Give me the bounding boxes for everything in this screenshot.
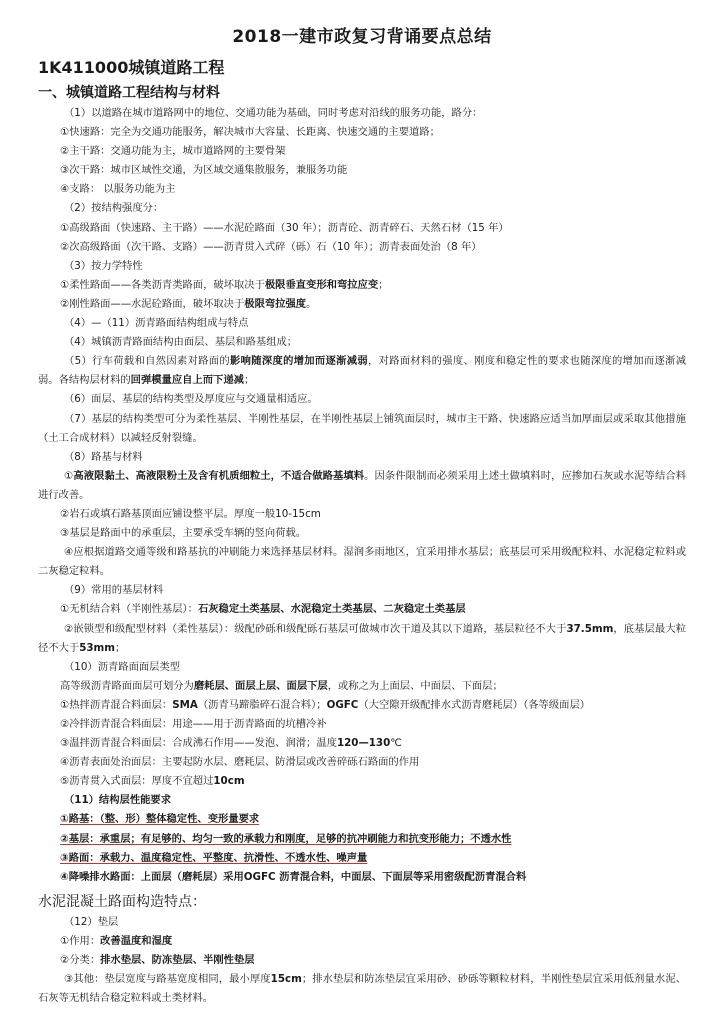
section-heading: 水泥混凝土路面构造特点： bbox=[38, 893, 206, 910]
paragraph: （8）路基与材料 bbox=[64, 450, 143, 463]
paragraph bbox=[38, 620, 686, 658]
bold-text: 37.5mm bbox=[566, 622, 614, 635]
text: ； bbox=[378, 278, 389, 291]
module-title: 1K411000城镇道路工程 bbox=[38, 58, 225, 77]
list-item bbox=[38, 677, 686, 696]
paragraph: （1）以道路在城市道路网中的地位、交通功能为基础，同时考虑对沿线的服务功能，路分： bbox=[64, 107, 483, 119]
list-item bbox=[38, 600, 686, 619]
text: 。因条件限制而必须采用上述土做填料时，应掺加石灰或水泥等结合料进行改善。 bbox=[38, 469, 687, 501]
list-item: ①路基：（整、形）整体稳定性、变形量要求 bbox=[60, 813, 260, 826]
text: 。 bbox=[306, 297, 317, 310]
bold-text: 15cm bbox=[270, 973, 302, 986]
paragraph: （4）城镇沥青路面结构由面层、基层和路基组成； bbox=[64, 336, 298, 349]
list-item: ③次干路：城市区域性交通，为区域交通集散服务，兼服务功能 bbox=[60, 164, 348, 177]
list-item: ①高级路面（快速路、主干路）——水泥砼路面（30 年）；沥青砼、沥青碎石、天然石材（15 年） bbox=[60, 221, 509, 234]
paragraph: （6）面层、基层的结构类型及厚度应与交通量相适应。 bbox=[64, 393, 318, 406]
list-item: ②次高级路面（次干路、支路）——沥青贯入式碎（砾）石（10 年）；沥青表面处治（8 年） bbox=[60, 240, 482, 253]
text: ②刚性路面——水泥砼路面，破坏取决于 bbox=[60, 297, 245, 310]
paragraph bbox=[38, 467, 686, 505]
bold-text: 石灰稳定土类基层、水泥稳定土类基层、二灰稳定土类基层 bbox=[197, 603, 466, 616]
bold-text: 53mm bbox=[79, 641, 115, 654]
text: ①热拌沥青混合料面层： bbox=[60, 698, 173, 711]
text: （5）行车荷载和自然因素对路面的 bbox=[64, 355, 231, 368]
bold-text: 回弹模量应自上而下递减 bbox=[130, 374, 244, 387]
paragraph: （11）结构层性能要求 bbox=[64, 794, 172, 807]
list-item bbox=[38, 932, 686, 951]
list-item bbox=[38, 734, 686, 753]
bold-text: 10cm bbox=[213, 775, 245, 788]
list-item bbox=[38, 772, 686, 791]
text: 高等级沥青路面面层可划分为 bbox=[60, 679, 194, 692]
list-item bbox=[38, 295, 686, 314]
list-item: ②冷拌沥青混合料面层：用途——用于沥青路面的坑槽冷补 bbox=[60, 718, 327, 730]
text: ，或称之为上面层、中面层、下面层； bbox=[327, 679, 503, 692]
text: ②嵌锁型和级配型材料（柔性基层）：级配砂砾和级配砾石基层可做城市次干道及其以下道路，基层粒径不大于 bbox=[64, 622, 567, 635]
bold-text: 改善温度和湿度 bbox=[100, 934, 173, 947]
paragraph: （12）垫层 bbox=[64, 915, 119, 928]
text: ①柔性路面——各类沥青类路面，破坏取决于 bbox=[60, 278, 265, 291]
text: ； bbox=[243, 374, 255, 387]
text: ；排水垫层和防冻垫层宜采用砂、砂砾等颗粒材料，半刚性垫层宜采用低剂量水泥、石灰等无机结合稳定粒料或土类材料。 bbox=[38, 973, 687, 1005]
text: ③温拌沥青混合料面层：合成沸石作用——发泡、润滑；温度 bbox=[60, 737, 337, 750]
paragraph: ④应根据道路交通等级和路基抗的冲刷能力来选择基层材料。湿润多雨地区，宜采用排水基层；底基层可采用级配粒料、水泥稳定粒料或二灰稳定粒料。 bbox=[38, 546, 686, 578]
bold-text: 120—130 bbox=[336, 737, 391, 750]
paragraph: （2）按结构强度分： bbox=[64, 202, 164, 215]
paragraph bbox=[38, 352, 686, 390]
list-item bbox=[38, 951, 686, 970]
text: ℃ bbox=[390, 737, 402, 750]
text: ③其他：垫层宽度与路基宽度相同，最小厚度 bbox=[64, 973, 271, 986]
list-item: ④降噪排水路面：上面层（磨耗层）采用OGFC 沥青混合料，中面层、下面层等采用密级配沥青混合料 bbox=[60, 870, 527, 883]
text: ①无机结合料（半刚性基层）： bbox=[60, 603, 198, 616]
text: ①作用： bbox=[60, 934, 101, 947]
text: ，底基层最大粒径不大于 bbox=[38, 622, 686, 654]
text: ②分类： bbox=[60, 954, 101, 967]
bold-text: SMA bbox=[172, 698, 198, 711]
list-item bbox=[38, 696, 686, 715]
paragraph: （4）—（11）沥青路面结构组成与特点 bbox=[64, 317, 249, 330]
text: ⑤沥青贯入式面层：厚度不宜超过 bbox=[60, 775, 214, 788]
list-item: ②岩石或填石路基顶面应铺设整平层。厚度一般10-15cm bbox=[60, 507, 321, 520]
list-item: ②主干路：交通功能为主，城市道路网的主要骨架 bbox=[60, 145, 286, 158]
doc-title: 2018一建市政复习背诵要点总结 bbox=[232, 27, 492, 47]
text: （沥青马蹄脂碎石混合料）； bbox=[197, 698, 327, 711]
text: ，对路面材料的强度、刚度和稳定性的要求也随深度的增加而逐渐减弱。各结构层材料的 bbox=[38, 355, 686, 387]
paragraph: （3）按力学特性 bbox=[64, 259, 143, 272]
text: ① bbox=[64, 469, 74, 482]
bold-text: 高液限黏土、高液限粉土及含有机质细粒土，不适合做路基填料 bbox=[73, 469, 365, 482]
paragraph: （7）基层的结构类型可分为柔性基层、半刚性基层，在半刚性基层上铺筑面层时，城市主干路、快速路应适当加厚面层或采取其他措施（土工合成材料）以减轻反射裂缝。 bbox=[38, 412, 686, 444]
list-item bbox=[38, 276, 686, 295]
bold-text: OGFC bbox=[326, 698, 359, 711]
list-item: ③基层是路面中的承重层，主要承受车辆的竖向荷载。 bbox=[60, 527, 307, 540]
section-heading: 一、城镇道路工程结构与材料 bbox=[38, 85, 220, 101]
list-item: ②基层：承重层；有足够的、均匀一致的承载力和刚度，足够的抗冲刷能力和抗变形能力；不透水性 bbox=[60, 832, 512, 845]
list-item: ①快速路：完全为交通功能服务，解决城市大容量、长距离、快速交通的主要道路； bbox=[60, 126, 440, 139]
list-item: ④支路： 以服务功能为主 bbox=[60, 183, 176, 196]
bold-text: 磨耗层、面层上层、面层下层 bbox=[193, 679, 328, 692]
paragraph: （10）沥青路面面层类型 bbox=[64, 660, 181, 673]
bold-text: 极限弯拉强度 bbox=[244, 297, 307, 310]
text: ； bbox=[114, 641, 126, 654]
bold-text: 极限垂直变形和弯拉应变 bbox=[264, 278, 379, 291]
list-item: ④沥青表面处治面层：主要起防水层、磨耗层、防滑层或改善碎砾石路面的作用 bbox=[60, 756, 420, 769]
list-item: ③路面：承载力、温度稳定性、平整度、抗滑性、不透水性、噪声量 bbox=[60, 851, 368, 864]
paragraph bbox=[38, 970, 686, 1008]
paragraph: （9）常用的基层材料 bbox=[64, 584, 164, 597]
bold-text: 排水垫层、防冻垫层、半刚性垫层 bbox=[100, 954, 255, 967]
text: （大空隙开级配排水式沥青磨耗层）（各等级面层） bbox=[358, 698, 591, 711]
bold-text: 影响随深度的增加而逐渐减弱 bbox=[230, 355, 368, 368]
